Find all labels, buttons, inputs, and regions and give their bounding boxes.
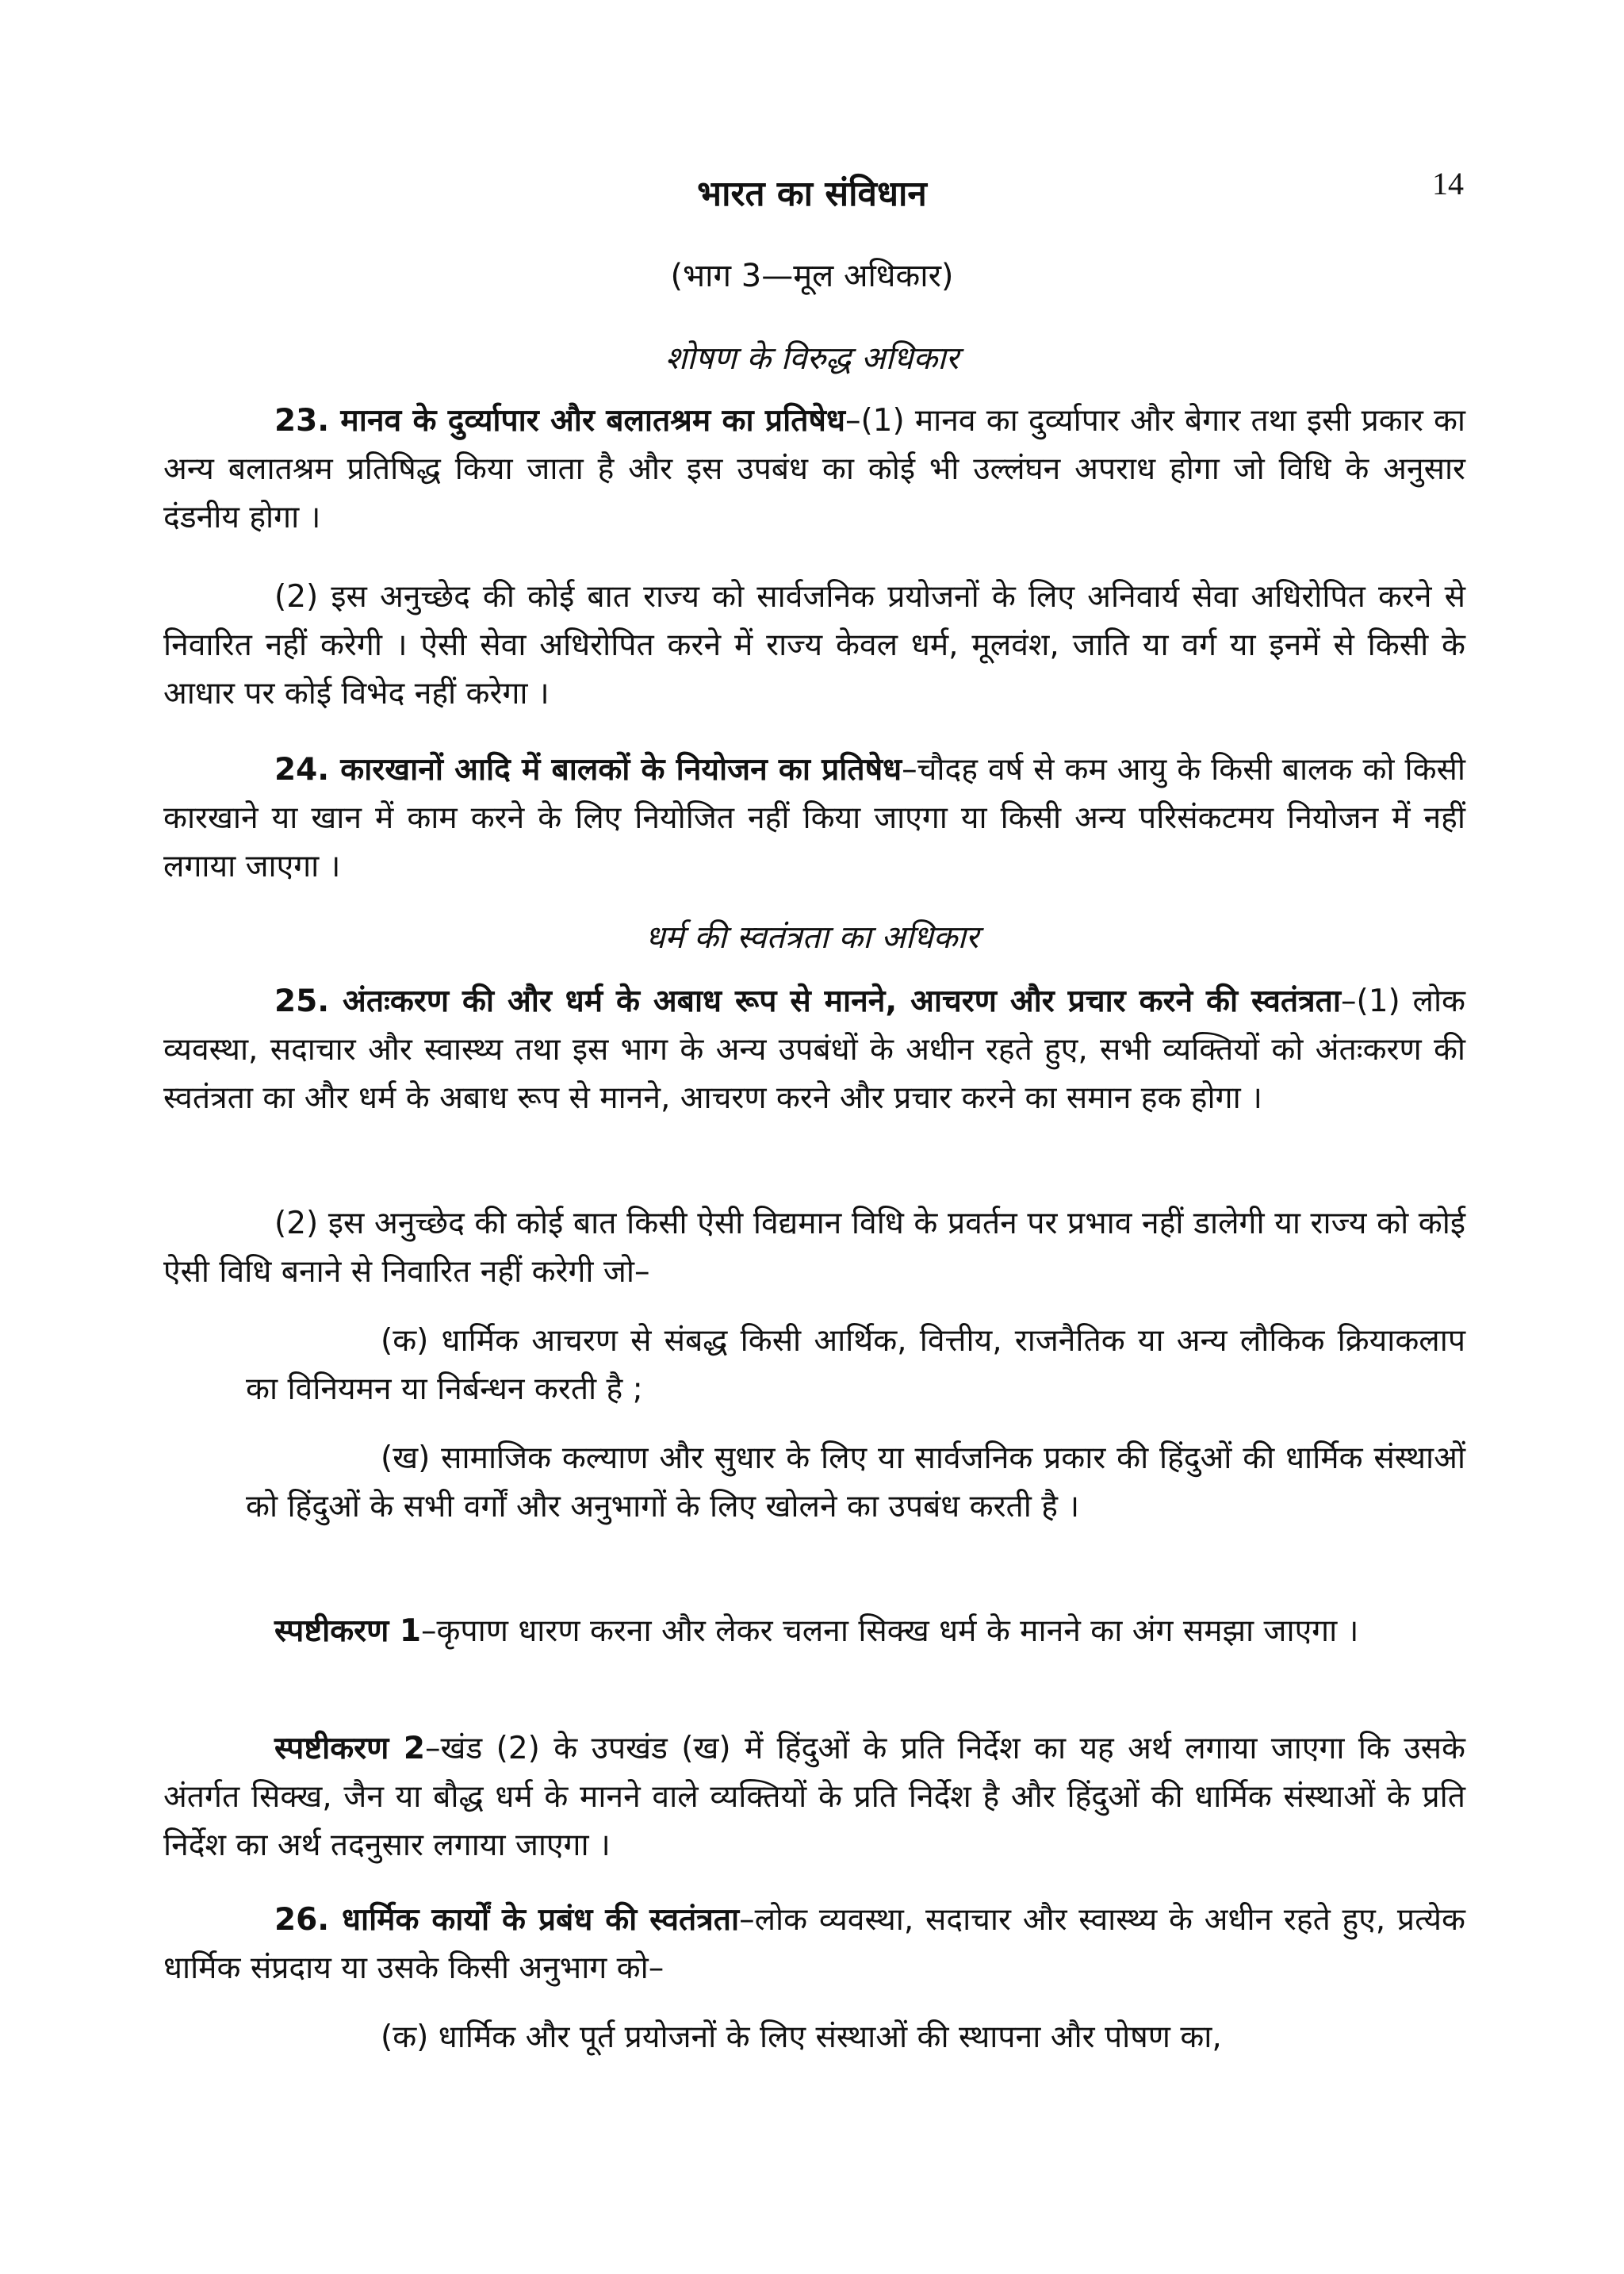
explanation-2-label: स्पष्टीकरण 2 — [274, 1731, 425, 1766]
article-26-heading: 26. धार्मिक कार्यों के प्रबंध की स्वतंत्रता — [274, 1902, 740, 1938]
article-26-text: –लोक व्यवस्था, सदाचार और स्वास्थ्य के अधीन रहते हुए, प्रत्येक धार्मिक संप्रदाय या उसके किसी अनुभाग को– — [163, 1902, 1465, 1986]
article-25-subclause-ka: (क) धार्मिक आचरण से संबद्ध किसी आर्थिक, वित्तीय, राजनैतिक या अन्य लौकिक क्रियाकलाप का विनियमन या निर्बन्धन करती है ; — [246, 1323, 1465, 1407]
article-23-clause-1-text: –(1) मानव का दुर्व्यापार और बेगार तथा इसी प्रकार का अन्य बलातश्रम प्रतिषिद्ध किया जाता है और इस उपबंध का कोई भी उल्लंघन अपराध होगा जो विधि के अनुसार दंडनीय होगा । — [163, 403, 1465, 535]
article-25-clause-1-text: –(1) लोक व्यवस्था, सदाचार और स्वास्थ्य तथा इस भाग के अन्य उपबंधों के अधीन रहते हुए, सभी व्यक्तियों को अंतःकरण की स्वतंत्रता का और धर्म के अबाध रूप से मानने, आचरण करने और प्रचार करने का समान हक होगा । — [163, 984, 1465, 1116]
article-25-heading: 25. अंतःकरण की और धर्म के अबाध रूप से मानने, आचरण और प्रचार करने की स्वतंत्रता — [274, 984, 1341, 1019]
section-heading-exploitation: शोषण के विरुद्ध अधिकार — [665, 340, 959, 377]
article-23-clause-2: (2) इस अनुच्छेद की कोई बात राज्य को सार्वजनिक प्रयोजनों के लिए अनिवार्य सेवा अधिरोपित करने से निवारित नहीं करेगी । ऐसी सेवा अधिरोपित करने में राज्य केवल धर्म, मूलवंश, जाति या वर्ग या इनमें से किसी के आधार पर कोई विभेद नहीं करेगा । — [163, 579, 1465, 711]
article-26-subclause-ka: (क) धार्मिक और पूर्त प्रयोजनों के लिए संस्थाओं की स्थापना और पोषण का, — [381, 2019, 1222, 2055]
article-25-clause-1 — [163, 977, 1465, 1122]
article-24-text: –चौदह वर्ष से कम आयु के किसी बालक को किसी कारखाने या खान में काम करने के लिए नियोजित नहीं किया जाएगा या किसी अन्य परिसंकटमय नियोजन में नहीं लगाया जाएगा । — [163, 752, 1466, 884]
article-26 — [163, 1896, 1465, 1992]
explanation-2-text: –खंड (2) के उपखंड (ख) में हिंदुओं के प्रति निर्देश का यह अर्थ लगाया जाएगा कि उसके अंतर्गत सिक्ख, जैन या बौद्ध धर्म के मानने वाले व्यक्तियों के प्रति निर्देश है और हिंदुओं की धार्मिक संस्थाओं के प्रति निर्देश का अर्थ तदनुसार लगाया जाएगा । — [163, 1731, 1466, 1863]
article-25-subclause-kha: (ख) सामाजिक कल्याण और सुधार के लिए या सार्वजनिक प्रकार की हिंदुओं की धार्मिक संस्थाओं को हिंदुओं के सभी वर्गों और अनुभागों के लिए खोलने का उपबंध करती है । — [246, 1440, 1465, 1524]
explanation-1-text: –कृपाण धारण करना और लेकर चलना सिक्ख धर्म के मानने का अंग समझा जाएगा । — [421, 1613, 1359, 1649]
article-24 — [163, 746, 1465, 891]
explanation-1-label: स्पष्टीकरण 1 — [274, 1613, 422, 1649]
article-25-explanation-1 — [163, 1607, 1465, 1655]
part-subtitle: (भाग 3—मूल अधिकार) — [670, 258, 954, 294]
page-number: 14 — [1432, 166, 1464, 201]
article-23-clause-1 — [163, 397, 1465, 542]
article-23-heading: 23. मानव के दुर्व्यापार और बलातश्रम का प्रतिषेध — [274, 403, 845, 439]
document-title: भारत का संविधान — [697, 174, 927, 214]
article-25-explanation-2 — [163, 1724, 1465, 1869]
article-24-heading: 24. कारखानों आदि में बालकों के नियोजन का प्रतिषेध — [274, 752, 902, 788]
article-25-clause-2: (2) इस अनुच्छेद की कोई बात किसी ऐसी विद्यमान विधि के प्रवर्तन पर प्रभाव नहीं डालेगी या राज्य को कोई ऐसी विधि बनाने से निवारित नहीं करेगी जो– — [163, 1206, 1465, 1290]
section-heading-religion: धर्म की स्वतंत्रता का अधिकार — [645, 919, 979, 956]
